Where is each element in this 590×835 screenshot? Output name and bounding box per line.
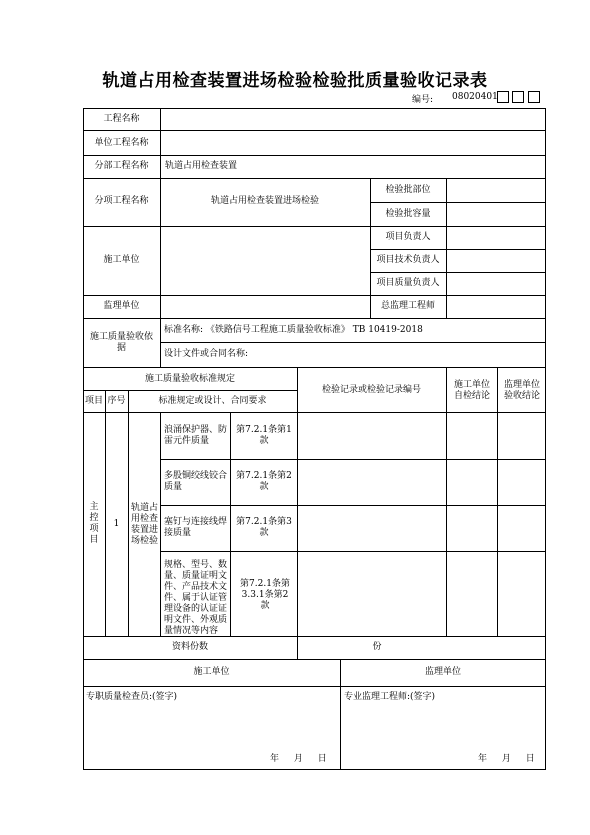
- col-no-header: 序号: [107, 396, 126, 406]
- req-row-3: 塞钉与连接线焊接质量: [164, 517, 228, 538]
- doc-number-box-3[interactable]: [528, 91, 540, 103]
- construction-conclusion-header: 施工单位自检结论: [453, 380, 490, 401]
- subitem-value: 轨道占用检查装置进场检验: [210, 196, 319, 206]
- supervisor-label: 监理单位: [103, 301, 140, 311]
- col-requirement-header: 标准规定或设计、合同要求: [158, 396, 267, 406]
- category-label: 主控项目: [89, 502, 99, 545]
- doc-number-box-2[interactable]: [512, 91, 524, 103]
- batch-part-label: 检验批部位: [385, 185, 431, 195]
- record-header: 检验记录或检验记录编号: [321, 385, 421, 395]
- chief-engineer-label: 总监理工程师: [380, 301, 435, 311]
- constructor-label: 施工单位: [103, 255, 140, 265]
- clause-row-2: 第7.2.1条第2款: [236, 471, 292, 492]
- unit-project-label: 单位工程名称: [94, 138, 149, 148]
- clause-row-3: 第7.2.1条第3款: [236, 517, 292, 538]
- division-label: 分部工程名称: [94, 161, 149, 171]
- doc-count-label: 资料份数: [171, 642, 208, 652]
- group-name: 轨道占用检查装置进场检验: [130, 503, 158, 546]
- req-row-2: 多股铜绞线铰合质量: [164, 471, 228, 492]
- footer-constructor-label: 施工单位: [193, 667, 230, 677]
- date-right[interactable]: 年 月 日: [478, 754, 535, 764]
- division-value: 轨道占用检查装置: [165, 161, 238, 171]
- col-item-header: 项目: [84, 396, 103, 406]
- document-title: 轨道占用检查装置进场检验检验批质量验收记录表: [102, 71, 488, 91]
- spec-header: 施工质量验收标准规定: [144, 374, 235, 384]
- basis-label: 施工质量验收依据: [90, 332, 154, 353]
- date-left[interactable]: 年 月 日: [270, 754, 327, 764]
- doc-number-box-1[interactable]: [497, 91, 509, 103]
- engineer-signature[interactable]: 专业监理工程师:(签字): [344, 692, 436, 702]
- inspector-signature[interactable]: 专职质量检查员:(签字): [86, 692, 178, 702]
- clause-row-4: 第7.2.1条第3.3.1条第2款: [240, 579, 290, 611]
- seq-number: 1: [113, 519, 120, 529]
- req-row-1: 浪涌保护器、防雷元件质量: [164, 425, 228, 446]
- subitem-label: 分项工程名称: [94, 196, 149, 206]
- copies-label: 份: [372, 642, 382, 652]
- doc-number-label: 编号:: [412, 95, 434, 105]
- supervision-conclusion-header: 监理单位验收结论: [503, 380, 540, 401]
- basis-standard: 标准名称: 《铁路信号工程施工质量验收标准》 TB 10419-2018: [164, 325, 423, 335]
- batch-capacity-label: 检验批容量: [385, 209, 431, 219]
- pm-label: 项目负责人: [385, 232, 431, 242]
- tech-lead-label: 项目技术负责人: [376, 255, 440, 265]
- quality-lead-label: 项目质量负责人: [376, 278, 440, 288]
- project-name-label: 工程名称: [103, 114, 140, 124]
- req-row-4: 规格、型号、数量、质量证明文件、产品技术文件、属于认证管理设备的认证证明文件、外观质量情况等内容: [164, 560, 228, 636]
- basis-design: 设计文件或合同名称:: [164, 349, 249, 359]
- footer-supervisor-label: 监理单位: [424, 667, 461, 677]
- doc-number-value: 08020401: [452, 92, 498, 102]
- clause-row-1: 第7.2.1条第1款: [236, 425, 292, 446]
